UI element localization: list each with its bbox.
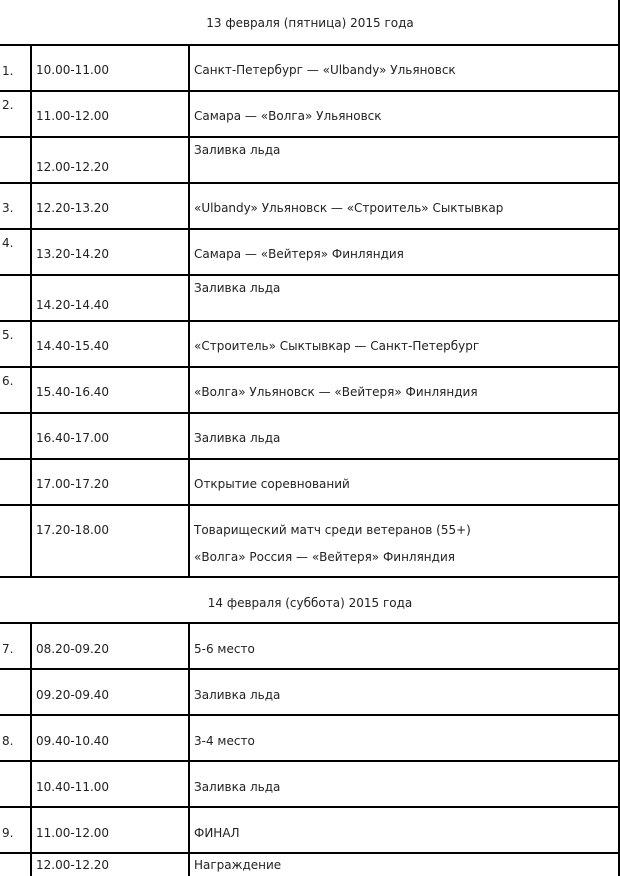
match-number-cell [0,368,31,414]
time-cell [31,46,189,92]
event-name: 5-6 место [194,642,255,656]
event-name: Награждение [194,858,282,872]
grid-line [30,716,32,762]
event-cell [189,716,620,762]
grid-line [30,368,32,414]
event-cell [189,322,620,368]
grid-line [188,506,190,578]
schedule-row [0,624,620,670]
time-slot: 12.00-12.20 [36,160,110,174]
event-cell [189,854,620,876]
grid-line [188,230,190,276]
grid-line [30,762,32,808]
grid-line [30,230,32,276]
match-number: 2. [2,98,14,112]
match-number-cell [0,506,31,578]
time-slot: 09.40-10.40 [36,734,110,748]
event-cell [189,624,620,670]
grid-line [188,762,190,808]
event-name: Заливка льда [194,431,281,445]
event-cell [189,46,620,92]
match-number: 8. [2,734,14,748]
event-cell [189,184,620,230]
event-cell [189,506,620,578]
time-slot: 09.20-09.40 [36,688,110,702]
match-number-cell [0,670,31,716]
grid-line [30,854,32,876]
schedule-row [0,854,620,876]
time-slot: 11.00-12.00 [36,109,110,123]
grid-line [188,46,190,92]
grid-line [188,322,190,368]
event-name: Открытие соревнований [194,477,350,491]
grid-line [188,854,190,876]
event-cell [189,762,620,808]
grid-line [30,808,32,854]
event-name: «Строитель» Сыктывкар — Санкт-Петербург [194,339,480,353]
time-slot: 10.40-11.00 [36,780,110,794]
event-cell [189,670,620,716]
match-number: 1. [2,64,14,78]
event-cell [189,414,620,460]
schedule-row [0,808,620,854]
grid-line [188,368,190,414]
schedule-row [0,460,620,506]
time-slot: 16.40-17.00 [36,431,110,445]
grid-line [30,184,32,230]
time-slot: 17.20-18.00 [36,523,110,537]
time-slot: 13.20-14.20 [36,247,110,261]
schedule-row [0,138,620,184]
event-name: Заливка льда [194,688,281,702]
grid-line [188,460,190,506]
match-number-cell [0,716,31,762]
time-cell [31,230,189,276]
match-number: 4. [2,236,14,250]
grid-line [30,460,32,506]
match-number-cell [0,184,31,230]
event-name: «Волга» Ульяновск — «Вейтеря» Финляндия [194,385,478,399]
grid-line [188,92,190,138]
time-cell [31,460,189,506]
time-slot: 14.40-15.40 [36,339,110,353]
schedule-row [0,230,620,276]
event-name: Самара — «Вейтеря» Финляндия [194,247,404,261]
event-name: ФИНАЛ [194,826,240,840]
schedule-row [0,184,620,230]
match-number-cell [0,138,31,184]
day-header-text: 14 февраля (суббота) 2015 года [207,596,413,610]
time-slot: 12.20-13.20 [36,201,110,215]
time-slot: 12.00-12.20 [36,858,110,872]
grid-line [30,414,32,460]
match-number-cell [0,322,31,368]
grid-line [188,184,190,230]
match-number-cell [0,92,31,138]
schedule-row [0,716,620,762]
event-name: 3-4 место [194,734,255,748]
match-number: 9. [2,826,14,840]
grid-line [188,276,190,322]
match-number: 7. [2,642,14,656]
event-cell [189,230,620,276]
grid-line [30,670,32,716]
time-slot: 10.00-11.00 [36,63,110,77]
grid-line [188,624,190,670]
grid-line [188,138,190,184]
match-number-cell [0,414,31,460]
match-number-cell [0,46,31,92]
event-cell [189,368,620,414]
grid-line [30,322,32,368]
day-header-text: 13 февраля (пятница) 2015 года [206,16,414,30]
schedule-row [0,92,620,138]
event-cell [189,92,620,138]
grid-line [188,670,190,716]
time-slot: 08.20-09.20 [36,642,110,656]
grid-line [30,46,32,92]
time-cell [31,368,189,414]
schedule-row [0,762,620,808]
match-number-cell [0,276,31,322]
event-name: Заливка льда [194,143,281,157]
grid-line [30,624,32,670]
schedule-row [0,670,620,716]
time-cell [31,414,189,460]
match-number: 5. [2,328,14,342]
time-cell [31,808,189,854]
grid-line [30,138,32,184]
schedule-row [0,276,620,322]
grid-line [188,414,190,460]
event-name: Заливка льда [194,281,281,295]
match-number-cell [0,808,31,854]
grid-line [30,92,32,138]
time-slot: 15.40-16.40 [36,385,110,399]
time-cell [31,624,189,670]
time-cell [31,184,189,230]
time-cell [31,670,189,716]
time-cell [31,92,189,138]
time-cell [31,322,189,368]
event-cell [189,138,620,184]
event-name: Заливка льда [194,780,281,794]
schedule-row [0,414,620,460]
time-slot: 11.00-12.00 [36,826,110,840]
time-slot: 14.20-14.40 [36,298,110,312]
grid-line [188,808,190,854]
event-name-secondary: «Волга» Россия — «Вейтеря» Финляндия [194,550,455,564]
time-cell [31,854,189,876]
event-cell [189,808,620,854]
grid-line [188,716,190,762]
day-header [0,0,620,46]
event-cell [189,460,620,506]
schedule-row [0,368,620,414]
match-number-cell [0,762,31,808]
schedule-row [0,46,620,92]
time-cell [31,716,189,762]
match-number-cell [0,854,31,876]
event-name: Санкт-Петербург — «Ulbandy» Ульяновск [194,63,456,77]
grid-line [30,506,32,578]
match-number-cell [0,230,31,276]
event-name: «Ulbandy» Ульяновск — «Строитель» Сыктывкар [194,201,504,215]
match-number: 3. [2,201,14,215]
day-header [0,578,620,624]
time-cell [31,762,189,808]
schedule-row [0,506,620,578]
event-name: Самара — «Волга» Ульяновск [194,109,382,123]
time-cell [31,138,189,184]
event-name: Товарищеский матч среди ветеранов (55+) [194,523,471,537]
time-cell [31,506,189,578]
time-slot: 17.00-17.20 [36,477,110,491]
match-number-cell [0,624,31,670]
event-cell [189,276,620,322]
time-cell [31,276,189,322]
match-number-cell [0,460,31,506]
grid-line [30,276,32,322]
schedule-row [0,322,620,368]
match-number: 6. [2,374,14,388]
